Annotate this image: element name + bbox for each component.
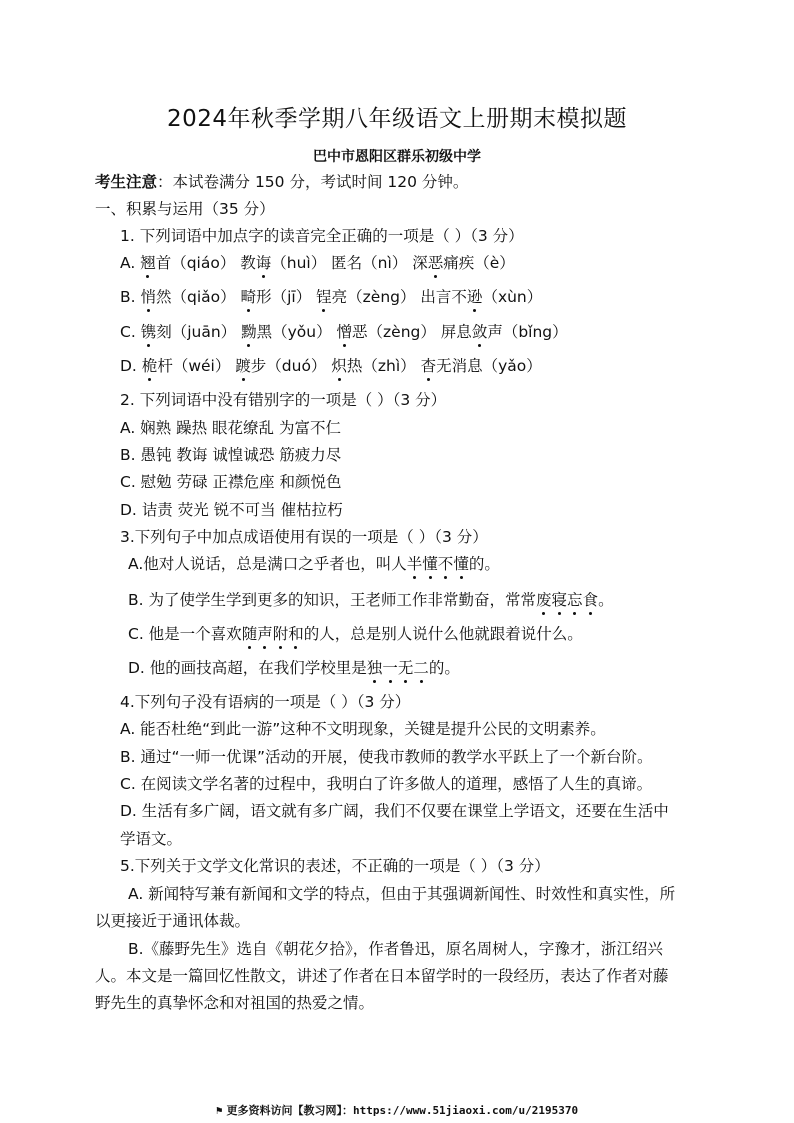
dotted-character: 附 bbox=[272, 625, 289, 643]
option-letter: B. bbox=[120, 288, 141, 306]
option-text: 的人，总是别人说什么他就跟着说什么。 bbox=[303, 625, 583, 643]
option-text: B. 为了使学生学到更多的知识，王老师工作非常勤奋，常常 bbox=[128, 591, 536, 609]
dotted-character: 敛 bbox=[471, 323, 488, 341]
question-4-line: 学语文。 bbox=[120, 830, 183, 848]
option-text: （huì） 匿名（nì） 深 bbox=[271, 254, 428, 272]
question-5-line: 野先生的真挚怀念和对祖国的热爱之情。 bbox=[95, 994, 375, 1012]
dotted-character: 踱 bbox=[235, 357, 251, 375]
option-text: 的。 bbox=[468, 555, 500, 573]
dotted-character: 畸 bbox=[240, 288, 257, 306]
option-text: 亮（zèng） 出言不 bbox=[331, 288, 467, 306]
dotted-character: 声 bbox=[257, 625, 273, 643]
dotted-character: 逊 bbox=[466, 288, 483, 306]
option-text: A.他对人说话，总是满口之乎者也，叫人 bbox=[128, 555, 407, 573]
dotted-character: 寝 bbox=[551, 591, 568, 609]
dotted-character: 随 bbox=[241, 625, 258, 643]
question-2-option: A. 娴熟 躁热 眼花缭乱 为富不仁 bbox=[120, 419, 341, 437]
notice-label: 考生注意 bbox=[95, 173, 158, 191]
dotted-character: 镌 bbox=[140, 323, 157, 341]
option-text: 然（qiǎo） bbox=[156, 288, 241, 306]
question-5-line: A. 新闻特写兼有新闻和文学的特点，但由于其强调新闻性、时效性和真实性，所 bbox=[128, 885, 676, 903]
option-text: 热（zhì） bbox=[346, 357, 421, 375]
dotted-character: 诲 bbox=[255, 254, 272, 272]
option-text: 声（bǐng） bbox=[487, 323, 568, 341]
dotted-character: 锃 bbox=[316, 288, 332, 306]
dotted-character: 废 bbox=[536, 591, 552, 609]
question-3-stem: 3.下列句子中加点成语使用有误的一项是（ ）（3 分） bbox=[120, 528, 488, 546]
question-2-option: B. 愚钝 教诲 诚惶诚恐 筋疲力尽 bbox=[120, 446, 342, 464]
question-4-stem: 4.下列句子没有语病的一项是（ ）（3 分） bbox=[120, 693, 411, 711]
school-name: 巴中市恩阳区群乐初级中学 bbox=[313, 149, 481, 165]
dotted-character: 懂 bbox=[453, 555, 469, 573]
option-text: 痛疾（è） bbox=[443, 254, 515, 272]
dotted-character: 恶 bbox=[427, 254, 444, 272]
dotted-character: 食 bbox=[582, 591, 599, 609]
dotted-character: 不 bbox=[437, 555, 454, 573]
option-text: 杆（wéi） bbox=[157, 357, 236, 375]
option-text: （xùn） bbox=[482, 288, 543, 306]
question-5-line: 以更接近于通讯体裁。 bbox=[95, 912, 251, 930]
question-4-line: A. 能否杜绝“到此一游”这种不文明现象，关键是提升公民的文明素养。 bbox=[120, 720, 606, 738]
question-4-line: B. 通过“一师一优课”活动的开展，使我市教师的教学水平跃上了一个新台阶。 bbox=[120, 748, 653, 766]
option-letter: C. bbox=[120, 323, 141, 341]
footer-text: 更多资料访问【教习网】：https://www.51jiaoxi.com/u/2195370 bbox=[226, 1104, 579, 1117]
dotted-character: 憎 bbox=[336, 323, 353, 341]
question-3-option bbox=[128, 590, 614, 610]
dotted-character: 无 bbox=[397, 659, 414, 677]
option-letter: D. bbox=[120, 357, 142, 375]
footer-link[interactable] bbox=[0, 1102, 794, 1118]
dotted-character: 一 bbox=[382, 659, 398, 677]
dotted-character: 忘 bbox=[567, 591, 583, 609]
question-1-stem: 1. 下列词语中加点字的读音完全正确的一项是（ ）（3 分） bbox=[120, 227, 524, 245]
option-text: 。 bbox=[598, 591, 614, 609]
question-1-option bbox=[120, 322, 568, 342]
dotted-character: 悄 bbox=[140, 288, 157, 306]
dotted-character: 炽 bbox=[331, 357, 347, 375]
option-text: 恶（zèng） 屏息 bbox=[352, 323, 472, 341]
section-heading: 一、积累与运用（35 分） bbox=[95, 200, 275, 218]
dotted-character: 半 bbox=[406, 555, 423, 573]
question-4-line: D. 生活有多广阔，语文就有多广阔，我们不仅要在课堂上学语文，还要在生活中 bbox=[120, 802, 669, 820]
dotted-character: 桅 bbox=[141, 357, 158, 375]
notice-text: ：本试卷满分 150 分，考试时间 120 分钟。 bbox=[157, 173, 469, 191]
option-text: D. 他的画技高超，在我们学校里是 bbox=[128, 659, 367, 677]
question-1-option bbox=[120, 356, 542, 376]
question-3-option bbox=[128, 624, 583, 644]
question-3-option bbox=[128, 554, 500, 574]
dotted-character: 黝 bbox=[241, 323, 257, 341]
dotted-character: 翘 bbox=[140, 254, 156, 272]
question-2-option: C. 慰勉 劳碌 正襟危座 和颜悦色 bbox=[120, 473, 342, 491]
option-text: 黑（yǒu） bbox=[256, 323, 337, 341]
option-text: 无消息（yǎo） bbox=[436, 357, 542, 375]
question-1-option bbox=[120, 287, 542, 307]
exam-notice bbox=[95, 172, 468, 192]
dotted-character: 二 bbox=[413, 659, 429, 677]
question-2-stem: 2. 下列词语中没有错别字的一项是（ ）（3 分） bbox=[120, 391, 447, 409]
flag-icon: ⚑ bbox=[215, 1104, 223, 1117]
question-4-line: C. 在阅读文学名著的过程中，我明白了许多做人的道理，感悟了人生的真谛。 bbox=[120, 775, 653, 793]
question-1-option bbox=[120, 253, 515, 273]
dotted-character: 杳 bbox=[420, 357, 437, 375]
option-text: 的。 bbox=[428, 659, 460, 677]
dotted-character: 和 bbox=[288, 625, 304, 643]
dotted-character: 独 bbox=[366, 659, 383, 677]
question-5-stem: 5.下列关于文学文化常识的表述，不正确的一项是（ ）（3 分） bbox=[120, 857, 550, 875]
question-2-option: D. 诘责 荧光 锐不可当 催枯拉朽 bbox=[120, 501, 343, 519]
option-text: 形（jī） bbox=[256, 288, 317, 306]
option-text: 步（duó） bbox=[250, 357, 332, 375]
page-title: 2024年秋季学期八年级语文上册期末模拟题 bbox=[166, 106, 628, 132]
option-letter: A. bbox=[120, 254, 141, 272]
option-text: 首（qiáo） 教 bbox=[155, 254, 256, 272]
question-5-line: B.《藤野先生》选自《朝花夕拾》，作者鲁迅，原名周树人，字豫才，浙江绍兴 bbox=[128, 940, 663, 958]
option-text: C. 他是一个喜欢 bbox=[128, 625, 242, 643]
question-5-line: 人。本文是一篇回忆性散文，讲述了作者在日本留学时的一段经历，表达了作者对藤 bbox=[95, 967, 669, 985]
option-text: 刻（juān） bbox=[156, 323, 242, 341]
dotted-character: 懂 bbox=[422, 555, 438, 573]
question-3-option bbox=[128, 658, 460, 678]
